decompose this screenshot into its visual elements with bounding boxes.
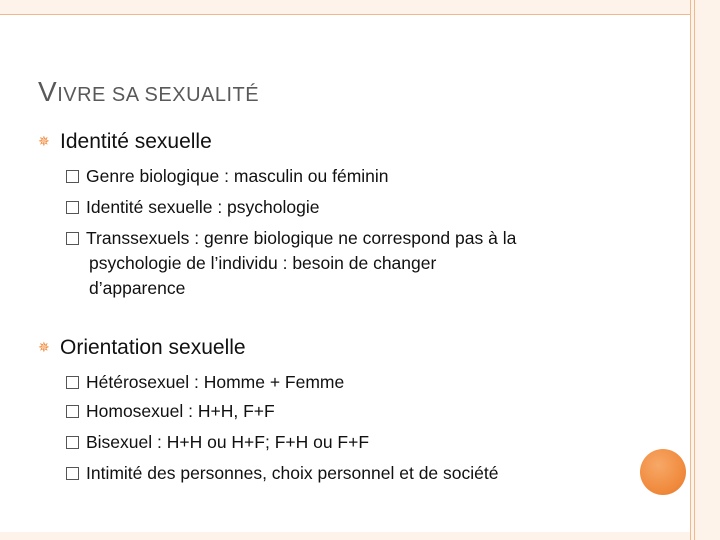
list-item-continuation: d’apparence bbox=[89, 278, 186, 298]
list-item: Transsexuels : genre biologique ne correspond pas à la bbox=[66, 226, 516, 251]
list-item: Homosexuel : H+H, F+F bbox=[66, 399, 275, 424]
decorative-circle bbox=[640, 449, 686, 495]
frame-rule-vertical bbox=[690, 0, 691, 540]
section-heading-text: Identité sexuelle bbox=[60, 130, 212, 153]
checkbox-bullet-icon bbox=[66, 201, 79, 214]
gear-bullet-icon: ✵ bbox=[38, 339, 50, 355]
checkbox-bullet-icon bbox=[66, 405, 79, 418]
section-heading bbox=[38, 336, 246, 360]
list-item: Intimité des personnes, choix personnel et de société bbox=[66, 461, 498, 486]
gear-bullet-icon: ✵ bbox=[38, 133, 50, 149]
list-item-continuation: psychologie de l’individu : besoin de changer bbox=[89, 253, 437, 273]
section-heading-text: Orientation sexuelle bbox=[60, 336, 246, 359]
list-item: Genre biologique : masculin ou féminin bbox=[66, 164, 389, 189]
section-heading bbox=[38, 130, 212, 154]
list-item: Bisexuel : H+H ou H+F; F+H ou F+F bbox=[66, 430, 369, 455]
checkbox-bullet-icon bbox=[66, 170, 79, 183]
slide-frame-bottom bbox=[0, 532, 720, 540]
list-item: Hétérosexuel : Homme + Femme bbox=[66, 370, 344, 395]
frame-rule-horizontal bbox=[0, 14, 690, 15]
checkbox-bullet-icon bbox=[66, 376, 79, 389]
checkbox-bullet-icon bbox=[66, 232, 79, 245]
checkbox-bullet-icon bbox=[66, 436, 79, 449]
slide-frame-top bbox=[0, 0, 720, 14]
frame-rule-vertical bbox=[694, 0, 695, 540]
list-item: Identité sexuelle : psychologie bbox=[66, 195, 319, 220]
slide-title bbox=[38, 76, 259, 108]
title-rest: IVRE SA SEXUALITÉ bbox=[57, 84, 260, 106]
checkbox-bullet-icon bbox=[66, 467, 79, 480]
title-first-letter: V bbox=[38, 76, 58, 107]
